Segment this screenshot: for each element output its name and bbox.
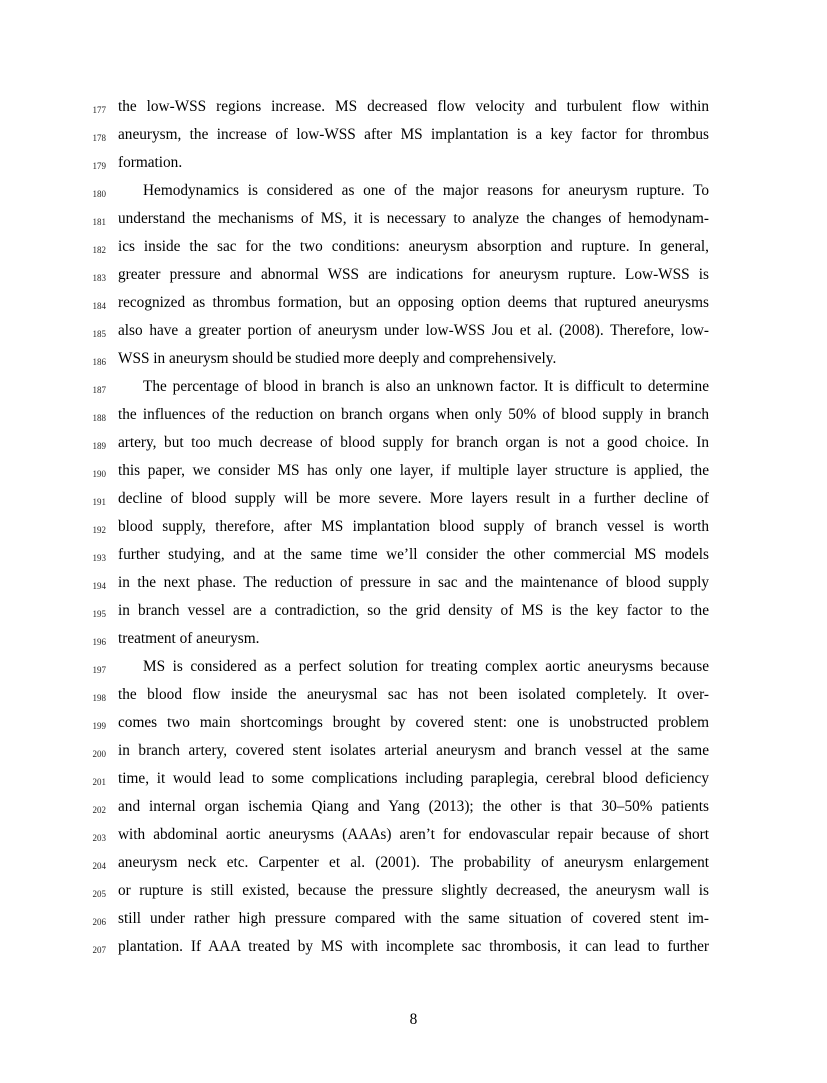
line-text: greater pressure and abnormal WSS are indications for aneurysm rupture. Low-WSS is (118, 266, 709, 283)
line-number: 184 (92, 301, 106, 311)
text-line (0, 685, 827, 713)
line-number: 178 (92, 133, 106, 143)
line-number: 189 (92, 441, 106, 451)
line-number: 193 (92, 553, 106, 563)
text-line (0, 489, 827, 517)
text-line (0, 293, 827, 321)
text-line (0, 433, 827, 461)
line-text: in the next phase. The reduction of pressure in sac and the maintenance of blood supply (118, 574, 709, 591)
line-text: formation. (118, 154, 183, 171)
text-line (0, 601, 827, 629)
text-line (0, 377, 827, 405)
text-line (0, 881, 827, 909)
line-number: 207 (92, 945, 106, 955)
line-text: aneurysm, the increase of low-WSS after MS implantation is a key factor for thrombus (118, 126, 709, 143)
text-line (0, 349, 827, 377)
line-text: with abdominal aortic aneurysms (AAAs) aren’t for endovascular repair because of short (118, 826, 709, 843)
text-line (0, 237, 827, 265)
line-number: 199 (92, 721, 106, 731)
text-line (0, 321, 827, 349)
line-number: 191 (92, 497, 106, 507)
line-text: this paper, we consider MS has only one layer, if multiple layer structure is applied, the (118, 462, 709, 479)
line-number: 203 (92, 833, 106, 843)
text-line (0, 825, 827, 853)
line-number: 190 (92, 469, 106, 479)
line-number: 194 (92, 581, 106, 591)
text-line (0, 517, 827, 545)
line-number: 205 (92, 889, 106, 899)
line-number: 196 (92, 637, 106, 647)
line-text: WSS in aneurysm should be studied more deeply and comprehensively. (118, 350, 557, 367)
line-number: 204 (92, 861, 106, 871)
line-number: 180 (92, 189, 106, 199)
line-text: the blood flow inside the aneurysmal sac has not been isolated completely. It over- (118, 686, 709, 703)
line-text: understand the mechanisms of MS, it is necessary to analyze the changes of hemodynam- (118, 210, 709, 227)
text-line (0, 573, 827, 601)
text-line (0, 741, 827, 769)
text-line (0, 909, 827, 937)
text-line (0, 797, 827, 825)
text-line (0, 153, 827, 181)
line-number: 206 (92, 917, 106, 927)
text-line (0, 405, 827, 433)
line-number: 182 (92, 245, 106, 255)
text-line (0, 657, 827, 685)
line-number: 185 (92, 329, 106, 339)
line-number: 197 (92, 665, 106, 675)
line-text: MS is considered as a perfect solution for treating complex aortic aneurysms because (143, 658, 709, 675)
line-text: the low-WSS regions increase. MS decreased flow velocity and turbulent flow within (118, 98, 709, 115)
line-text: or rupture is still existed, because the pressure slightly decreased, the aneurysm wall is (118, 882, 709, 899)
line-number: 179 (92, 161, 106, 171)
line-number: 177 (92, 105, 106, 115)
line-number: 188 (92, 413, 106, 423)
line-text: in branch vessel are a contradiction, so the grid density of MS is the key factor to the (118, 602, 709, 619)
line-number: 181 (92, 217, 106, 227)
text-line (0, 629, 827, 657)
line-text: The percentage of blood in branch is also an unknown factor. It is difficult to determine (143, 378, 709, 395)
line-text: time, it would lead to some complications including paraplegia, cerebral blood deficiency (118, 770, 709, 787)
line-text: also have a greater portion of aneurysm under low-WSS Jou et al. (2008). Therefore, low- (118, 322, 709, 339)
line-number: 187 (92, 385, 106, 395)
text-line (0, 265, 827, 293)
text-line (0, 209, 827, 237)
text-line (0, 97, 827, 125)
line-number: 195 (92, 609, 106, 619)
text-line (0, 713, 827, 741)
line-text: treatment of aneurysm. (118, 630, 260, 647)
line-text: plantation. If AAA treated by MS with incomplete sac thrombosis, it can lead to further (118, 938, 709, 955)
line-text: comes two main shortcomings brought by covered stent: one is unobstructed problem (118, 714, 709, 731)
line-text: Hemodynamics is considered as one of the major reasons for aneurysm rupture. To (143, 182, 709, 199)
line-text: further studying, and at the same time we’ll consider the other commercial MS models (118, 546, 709, 563)
line-text: recognized as thrombus formation, but an opposing option deems that ruptured aneurysms (118, 294, 709, 311)
text-line (0, 125, 827, 153)
line-text: and internal organ ischemia Qiang and Yang (2013); the other is that 30–50% patients (118, 798, 709, 815)
line-text: the influences of the reduction on branch organs when only 50% of blood supply in branch (118, 406, 709, 423)
line-number: 186 (92, 357, 106, 367)
line-text: aneurysm neck etc. Carpenter et al. (2001). The probability of aneurysm enlargement (118, 854, 709, 871)
page-number: 8 (409, 1011, 418, 1028)
line-text: ics inside the sac for the two conditions: aneurysm absorption and rupture. In general, (118, 238, 709, 255)
line-number: 198 (92, 693, 106, 703)
line-text: decline of blood supply will be more severe. More layers result in a further decline of (118, 490, 709, 507)
text-line (0, 853, 827, 881)
line-number: 200 (92, 749, 106, 759)
line-text: still under rather high pressure compared with the same situation of covered stent im- (118, 910, 709, 927)
text-line (0, 461, 827, 489)
line-text: artery, but too much decrease of blood supply for branch organ is not a good choice. In (118, 434, 709, 451)
line-number: 201 (92, 777, 106, 787)
line-text: blood supply, therefore, after MS implantation blood supply of branch vessel is worth (118, 518, 709, 535)
line-text: in branch artery, covered stent isolates arterial aneurysm and branch vessel at the same (118, 742, 709, 759)
text-line (0, 769, 827, 797)
line-number: 202 (92, 805, 106, 815)
line-number: 183 (92, 273, 106, 283)
text-line (0, 181, 827, 209)
line-number: 192 (92, 525, 106, 535)
text-line (0, 937, 827, 965)
text-line (0, 545, 827, 573)
